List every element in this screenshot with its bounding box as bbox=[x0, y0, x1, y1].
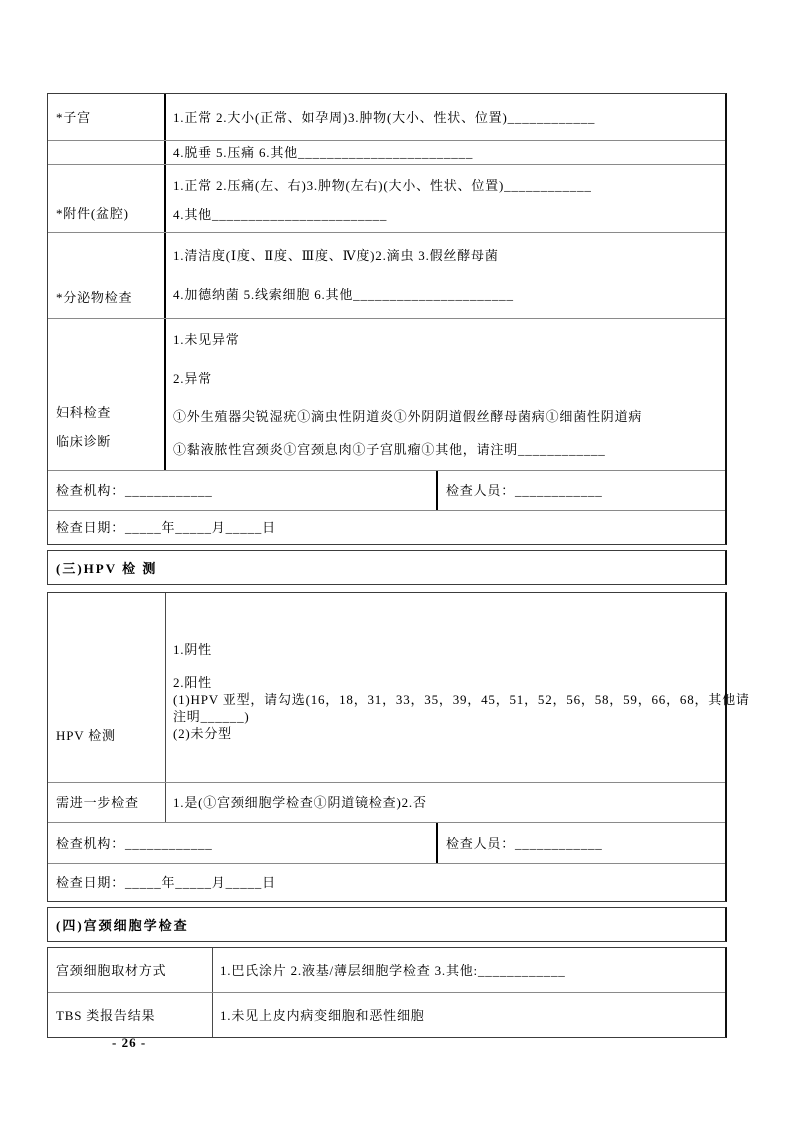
uterus-empty-label-cell bbox=[48, 141, 166, 164]
hpv-section-title: (三)HPV 检 测 bbox=[56, 561, 158, 576]
hpv-label: HPV 检测 bbox=[56, 728, 116, 743]
sampling-method-row bbox=[48, 948, 725, 993]
hpv-option-negative: 1.阴性 bbox=[173, 642, 212, 657]
sampling-method-options: 1.巴氏涂片 2.液基/薄层细胞学检查 3.其他:____________ bbox=[220, 962, 566, 978]
diagnosis-abnormal-list-1: ①外生殖器尖锐湿疣①滴虫性阴道炎①外阴阴道假丝酵母菌病①细菌性阴道病 bbox=[173, 409, 643, 424]
gyn-exam-staff-cell bbox=[438, 471, 725, 510]
sampling-method-label-cell bbox=[48, 948, 213, 992]
secretion-options-line-1: 1.清洁度(Ⅰ度、Ⅱ度、Ⅲ度、Ⅳ度)2.滴虫 3.假丝酵母菌 bbox=[173, 248, 499, 263]
hpv-option-untyped: (2)未分型 bbox=[173, 726, 232, 741]
further-exam-label: 需进一步检查 bbox=[56, 795, 139, 810]
gyn-exam-table bbox=[47, 93, 727, 545]
adnexa-options-line-2: 4.其他________________________ bbox=[173, 207, 388, 222]
adnexa-label-cell bbox=[48, 165, 166, 232]
hpv-label-cell bbox=[48, 593, 166, 782]
diagnosis-option-normal: 1.未见异常 bbox=[173, 332, 240, 347]
clinical-diagnosis-label-line-1: 妇科检查 bbox=[56, 405, 112, 420]
sampling-method-label: 宫颈细胞取材方式 bbox=[56, 962, 167, 978]
tbs-result-value: 1.未见上皮内病变细胞和恶性细胞 bbox=[220, 1007, 425, 1023]
further-exam-options-cell bbox=[166, 783, 725, 822]
clinical-diagnosis-row bbox=[48, 319, 725, 471]
uterus-label-cell bbox=[48, 94, 166, 140]
hpv-option-positive: 2.阳性 bbox=[173, 675, 212, 690]
hpv-exam-date-field: 检查日期：_____年_____月_____日 bbox=[56, 875, 276, 890]
clinical-diagnosis-label-cell bbox=[48, 319, 166, 470]
tbs-result-options-cell bbox=[213, 993, 725, 1037]
hpv-table bbox=[47, 592, 750, 902]
gyn-date-row bbox=[48, 511, 725, 544]
secretion-label-cell bbox=[48, 233, 166, 318]
hpv-subtype-line-2: 注明______) bbox=[173, 709, 250, 724]
cytology-section-header bbox=[47, 907, 727, 942]
further-exam-row bbox=[48, 783, 725, 823]
secretion-label: *分泌物检查 bbox=[56, 290, 133, 305]
uterus-options-line-2: 4.脱垂 5.压痛 6.其他________________________ bbox=[173, 145, 474, 160]
hpv-section-header bbox=[47, 550, 727, 585]
adnexa-row bbox=[48, 165, 725, 233]
gyn-exam-date-field: 检查日期：_____年_____月_____日 bbox=[56, 520, 276, 535]
clinical-diagnosis-options-cell bbox=[166, 319, 725, 470]
tbs-result-label: TBS 类报告结果 bbox=[56, 1007, 156, 1023]
hpv-exam-staff-field: 检查人员：____________ bbox=[446, 835, 603, 851]
hpv-exam-date-cell bbox=[48, 864, 725, 901]
uterus-options-cell bbox=[166, 94, 725, 140]
cytology-section-title: (四)宫颈细胞学检查 bbox=[56, 918, 189, 933]
form-body bbox=[47, 93, 750, 1038]
uterus-label: *子宫 bbox=[56, 109, 91, 125]
gyn-exam-org-field: 检查机构：____________ bbox=[56, 483, 213, 498]
hpv-exam-org-field: 检查机构：____________ bbox=[56, 835, 213, 851]
gyn-org-staff-row bbox=[48, 471, 725, 511]
hpv-date-row bbox=[48, 864, 725, 901]
adnexa-options-line-1: 1.正常 2.压痛(左、右)3.肿物(左右)(大小、性状、位置)____________ bbox=[173, 178, 592, 193]
diagnosis-abnormal-list-2: ①黏液脓性宫颈炎①宫颈息肉①子宫肌瘤①其他，请注明____________ bbox=[173, 442, 606, 457]
further-exam-options: 1.是(①宫颈细胞学检查①阴道镜检查)2.否 bbox=[173, 795, 427, 810]
uterus-row bbox=[48, 94, 725, 141]
gyn-exam-staff-field: 检查人员：____________ bbox=[446, 483, 603, 498]
gyn-exam-org-cell bbox=[48, 471, 438, 510]
uterus-row-2 bbox=[48, 141, 725, 165]
tbs-result-row bbox=[48, 993, 725, 1037]
secretion-row bbox=[48, 233, 725, 319]
adnexa-options-cell bbox=[166, 165, 725, 232]
cytology-table bbox=[47, 947, 727, 1038]
secretion-options-line-2: 4.加德纳菌 5.线索细胞 6.其他______________________ bbox=[173, 287, 514, 302]
hpv-result-row bbox=[48, 593, 750, 783]
clinical-diagnosis-label-line-2: 临床诊断 bbox=[56, 434, 112, 449]
page-number: - 26 - bbox=[112, 1035, 147, 1050]
uterus-options-line-1: 1.正常 2.大小(正常、如孕周)3.肿物(大小、性状、位置)____________ bbox=[173, 109, 596, 125]
hpv-options-cell bbox=[166, 593, 750, 782]
uterus-options-cell-2 bbox=[166, 141, 725, 164]
hpv-exam-org-cell bbox=[48, 823, 438, 863]
further-exam-label-cell bbox=[48, 783, 166, 822]
hpv-subtype-line-1: (1)HPV 亚型，请勾选(16，18，31，33，35，39，45，51，52，56，58，59，66，68，其他请 bbox=[173, 692, 750, 707]
hpv-exam-staff-cell bbox=[438, 823, 725, 863]
sampling-method-options-cell bbox=[213, 948, 725, 992]
gyn-exam-date-cell bbox=[48, 511, 725, 544]
tbs-result-label-cell bbox=[48, 993, 213, 1037]
adnexa-label: *附件(盆腔) bbox=[56, 206, 129, 221]
hpv-org-staff-row bbox=[48, 823, 725, 864]
diagnosis-option-abnormal: 2.异常 bbox=[173, 371, 212, 386]
secretion-options-cell bbox=[166, 233, 725, 318]
